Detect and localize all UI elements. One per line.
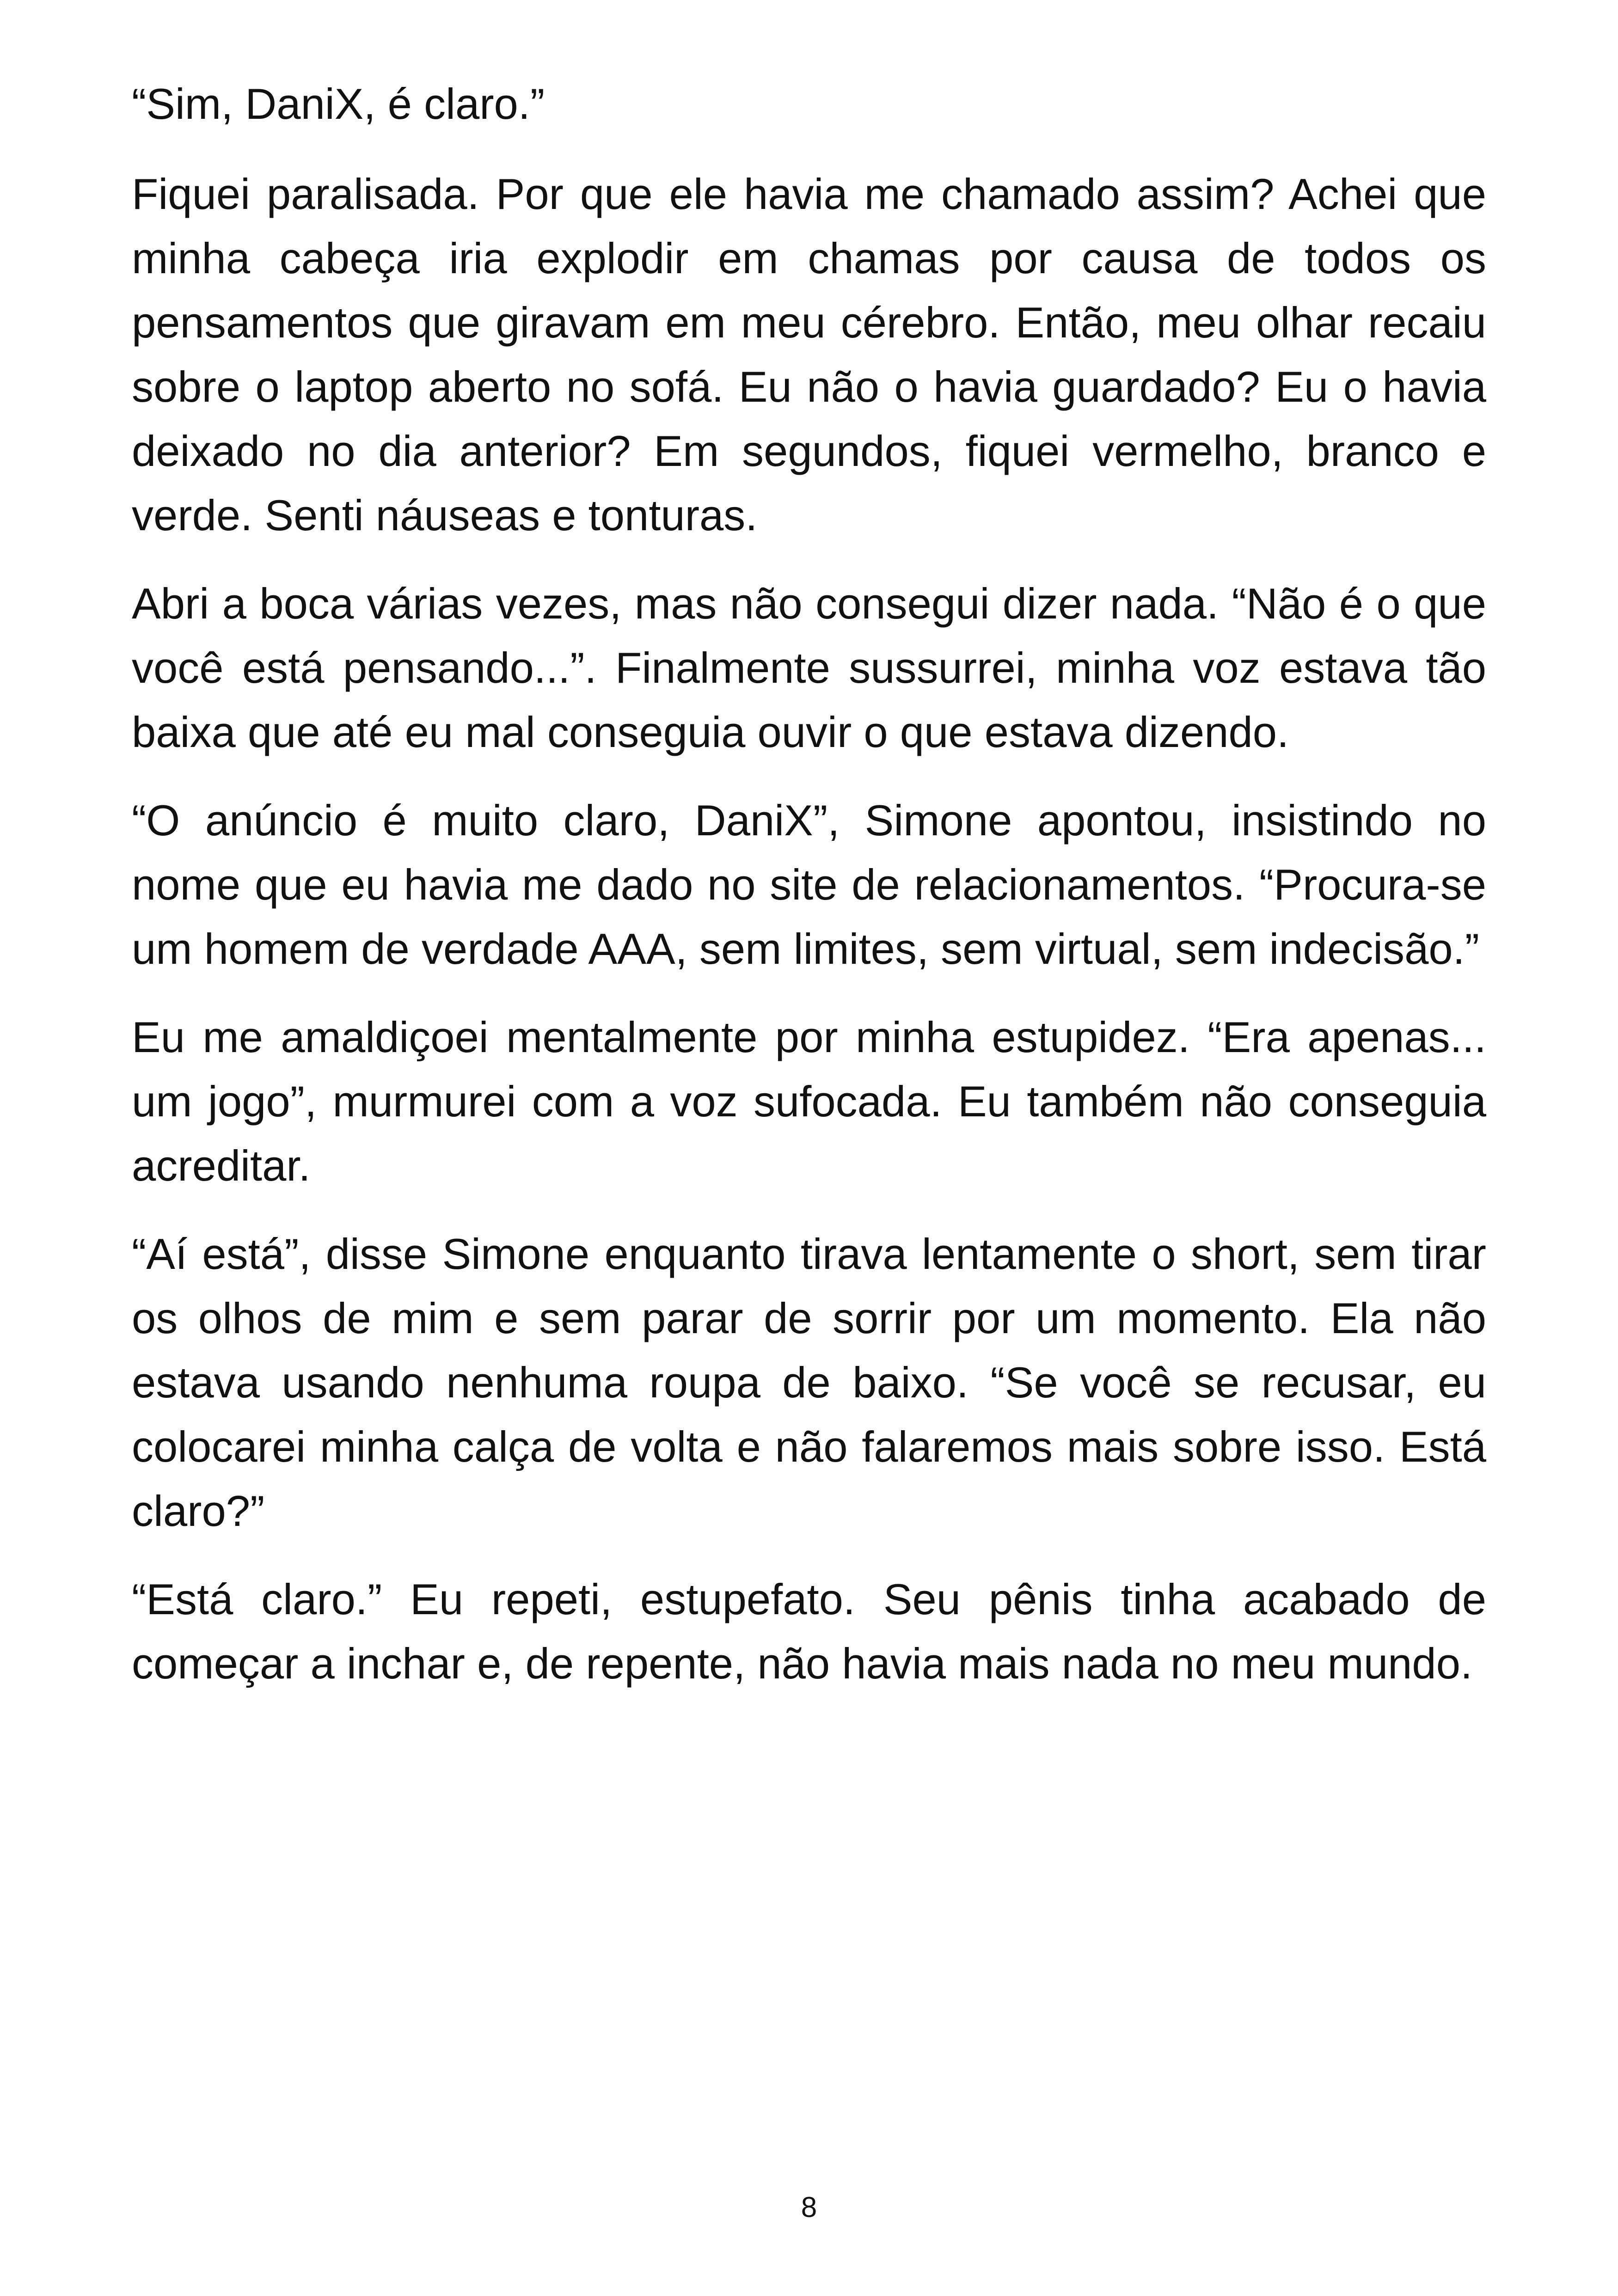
- paragraph-3: Abri a boca várias vezes, mas não consegui dizer nada. “Não é o que você está pensando...”. Finalmente sussurrei, minha voz estava tão baixa que até eu mal conseguia ouvir o que estava dizendo.: [132, 579, 1486, 756]
- paragraph-2: Fiquei paralisada. Por que ele havia me chamado assim? Achei que minha cabeça iria explodir em chamas por causa de todos os pensamentos que giravam em meu cérebro. Então, meu olhar recaiu sobre o laptop aberto no sofá. Eu não o havia guardado? Eu o havia deixado no dia anterior? Em segundos, fiquei vermelho, branco e verde. Senti náuseas e tonturas.: [132, 170, 1486, 539]
- paragraph-4: “O anúncio é muito claro, DaniX”, Simone apontou, insistindo no nome que eu havia me dado no site de relacionamentos. “Procura-se um homem de verdade AAA, sem limites, sem virtual, sem indecisão.”: [132, 796, 1486, 973]
- paragraph-6: “Aí está”, disse Simone enquanto tirava lentamente o short, sem tirar os olhos de mim e sem parar de sorrir por um momento. Ela não estava usando nenhuma roupa de baixo. “Se você se recusar, eu colocarei minha calça de volta e não falaremos mais sobre isso. Está claro?”: [132, 1230, 1486, 1535]
- paragraph-1: “Sim, DaniX, é claro.”: [132, 80, 545, 128]
- paragraph-7: “Está claro.” Eu repeti, estupefato. Seu pênis tinha acabado de começar a inchar e, de repente, não havia mais nada no meu mundo.: [132, 1575, 1486, 1688]
- page-number: 8: [801, 2192, 817, 2223]
- body-text: [132, 72, 1486, 1720]
- paragraph-5: Eu me amaldiçoei mentalmente por minha estupidez. “Era apenas... um jogo”, murmurei com a voz sufocada. Eu também não conseguia acreditar.: [132, 1013, 1486, 1190]
